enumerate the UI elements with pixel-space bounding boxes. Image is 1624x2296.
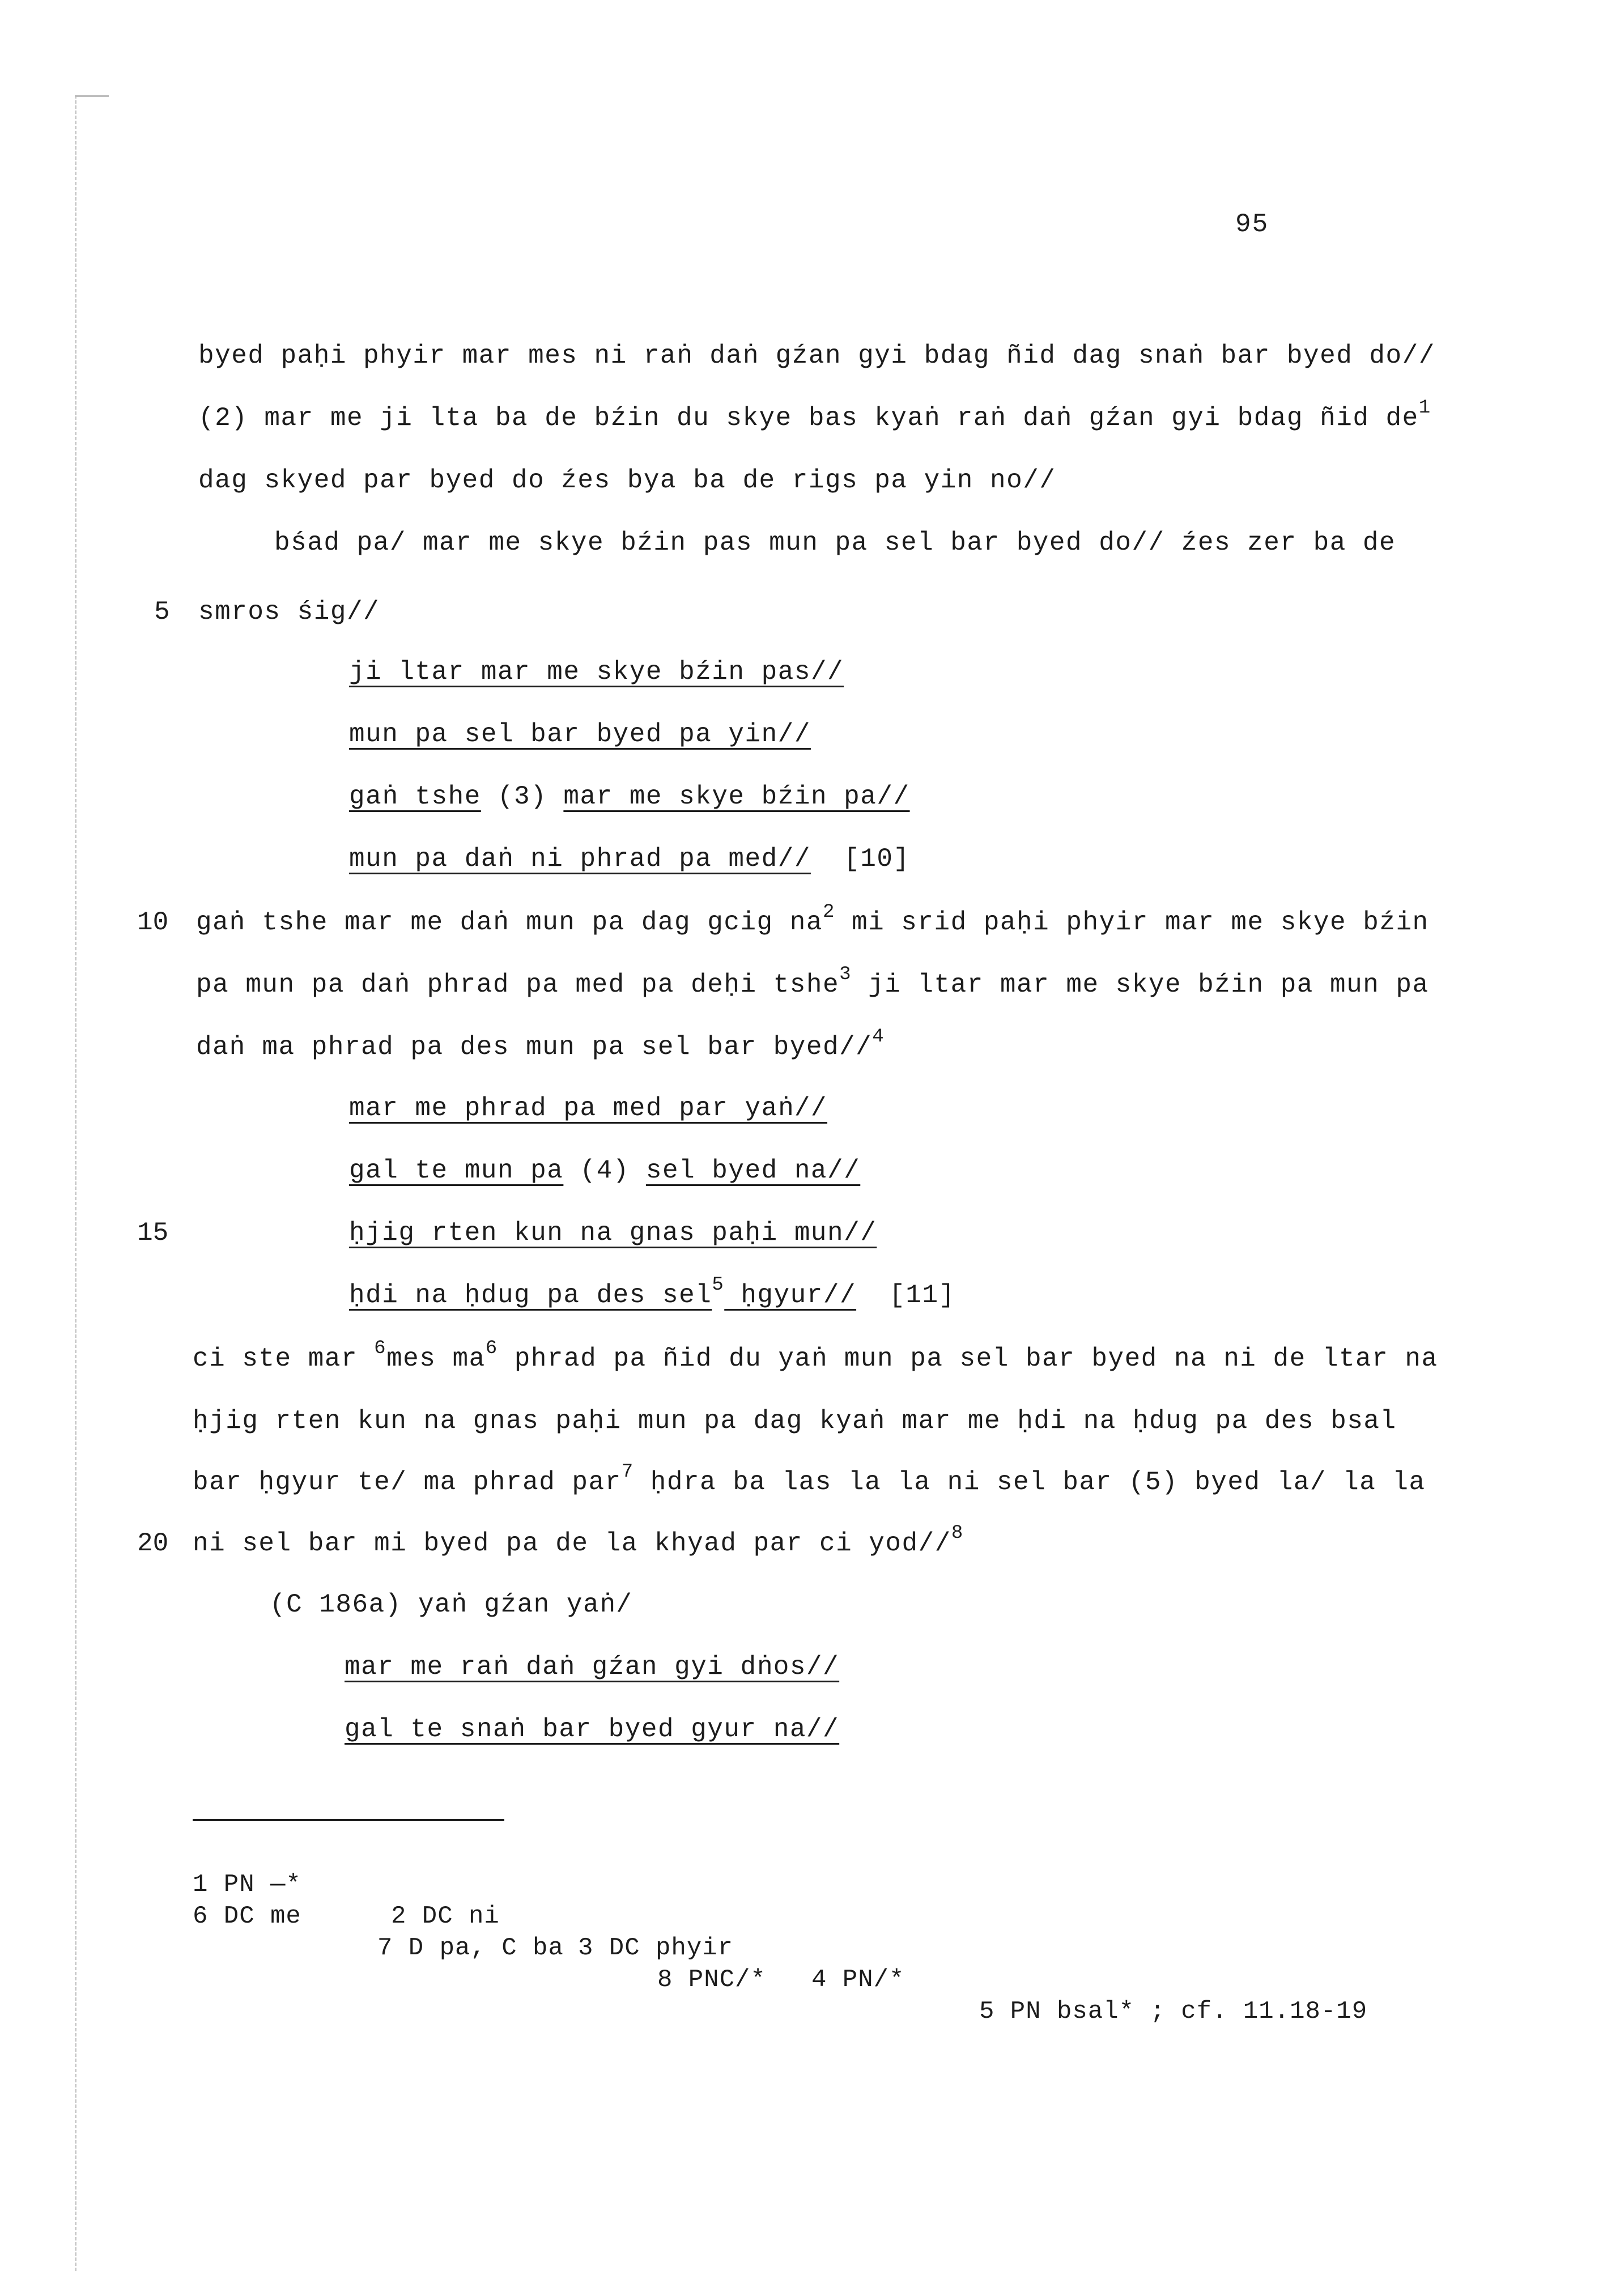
verse-line-8 [349,1274,955,1312]
verse-line-5 [349,1091,827,1125]
text-line-17 [193,1338,1438,1376]
text-line-20 [193,1523,964,1561]
text-segment: gaṅ tshe mar me daṅ mun pa dag gcig na [196,908,823,937]
text-segment: mes ma [386,1344,486,1374]
text-line-4: bśad pa/ mar me skye bźin pas mun pa sel bar byed do// źes zer ba de [274,528,1396,558]
footnote-ref-5: 5 [712,1274,725,1296]
verse-text: gaṅ tshe [349,782,481,811]
verse-text: mar me raṅ daṅ gźan gyi dṅos// [345,1652,840,1682]
verse-text: mar me phrad pa med par yaṅ// [349,1094,828,1123]
text-segment: phrad pa ñid du yaṅ mun pa sel bar byed na ni de ltar na [498,1344,1438,1374]
verse-text: sel byed na// [645,1156,861,1185]
text-line-12 [196,1026,885,1064]
footnote-ref-1: 1 [1418,397,1431,419]
footnote-1: 1 PN —* [193,1870,301,1899]
verse-text: ji ltar mar me skye bźin pas// [349,657,844,687]
text-segment: ni sel bar mi byed pa de la khyad par ci yod// [193,1529,951,1558]
text-segment: ci ste mar [193,1344,375,1374]
line-number-15: 15 [137,1218,169,1248]
text-line-3: dag skyed par byed do źes bya ba de rigs pa yin no// [198,466,1056,495]
text-segment: daṅ ma phrad pa des mun pa sel bar byed// [196,1032,873,1062]
verse-text: gal te snaṅ bar byed gyur na// [345,1715,840,1744]
footnote-ref-7: 7 [621,1461,634,1483]
verse-text: mun pa daṅ ni phrad pa med// [349,844,811,874]
verse-line-4 [349,842,910,876]
text-segment: (2) mar me ji lta ba de bźin du skye bas kyaṅ raṅ daṅ gźan gyi bdag ñid de [198,403,1419,433]
line-number-20: 20 [137,1529,169,1558]
footnote-6: 6 DC me [193,1902,301,1931]
left-margin-rule [75,95,76,2271]
verse-number: [10] [810,844,910,874]
footnote-5: 5 PN bsal* ; cf. 11.18-19 [979,1997,1368,2026]
verse-line-9 [345,1650,839,1684]
verse-text: mar me skye bźin pa// [563,782,910,811]
line-number-10: 10 [137,908,169,937]
footnote-ref-8: 8 [951,1523,964,1544]
verse-number: [11] [856,1281,955,1310]
verse-text: ḥjig rten kun na gnas paḥi mun// [349,1218,877,1248]
verse-line-10 [345,1712,839,1746]
verse-line-3 [349,780,910,814]
footnote-7: 7 D pa, C ba [377,1934,564,1962]
text-segment: ḥdra ba las la la ni sel bar (5) byed la/ la la [634,1468,1426,1497]
line-number-5: 5 [154,597,170,627]
text-line-21: (C 186a) yaṅ gźan yaṅ/ [270,1590,633,1619]
footnote-2: 2 DC ni [391,1902,500,1931]
footnote-8: 8 PNC/* [657,1966,766,1994]
verse-text: gal te mun pa [349,1156,564,1185]
footnote-separator [193,1819,504,1821]
footnote-ref-6: 6 [374,1338,387,1359]
text-line-5: smros śig// [198,597,380,627]
footnote-3: 3 DC phyir [578,1934,734,1962]
verse-text: ḥdi na ḥdug pa des sel [349,1281,712,1310]
footnote-ref-6b: 6 [485,1338,498,1359]
text-line-11 [196,964,1429,1002]
text-segment: pa mun pa daṅ phrad pa med pa deḥi tshe [196,970,840,1000]
footnote-ref-2: 2 [822,902,835,923]
verse-line-2 [349,717,811,751]
verse-text: ḥgyur// [724,1281,857,1310]
verse-line-6 [349,1154,860,1188]
verse-text: mun pa sel bar byed pa yin// [349,720,811,749]
footnote-ref-4: 4 [872,1026,885,1048]
folio-marker: (3) [481,782,564,811]
text-segment: mi srid paḥi phyir mar me skye bźin [835,908,1429,937]
folio-marker: (4) [563,1156,646,1185]
text-line-18: ḥjig rten kun na gnas paḥi mun pa dag kyaṅ mar me ḥdi na ḥdug pa des bsal [193,1406,1397,1436]
margin-corner-mark [75,95,109,97]
verse-line-7 [349,1216,877,1250]
text-line-19 [193,1461,1426,1499]
text-line-1: byed paḥi phyir mar mes ni raṅ daṅ gźan gyi bdag ñid dag snaṅ bar byed do// [198,341,1435,371]
text-segment: bar ḥgyur te/ ma phrad par [193,1468,622,1497]
text-line-2 [198,397,1431,435]
text-line-10 [196,902,1429,939]
footnote-4: 4 PN/* [811,1966,905,1994]
verse-line-1 [349,655,844,689]
text-segment: ji ltar mar me skye bźin pa mun pa [851,970,1429,1000]
page-number: 95 [1235,210,1269,239]
footnote-ref-3: 3 [839,964,852,985]
